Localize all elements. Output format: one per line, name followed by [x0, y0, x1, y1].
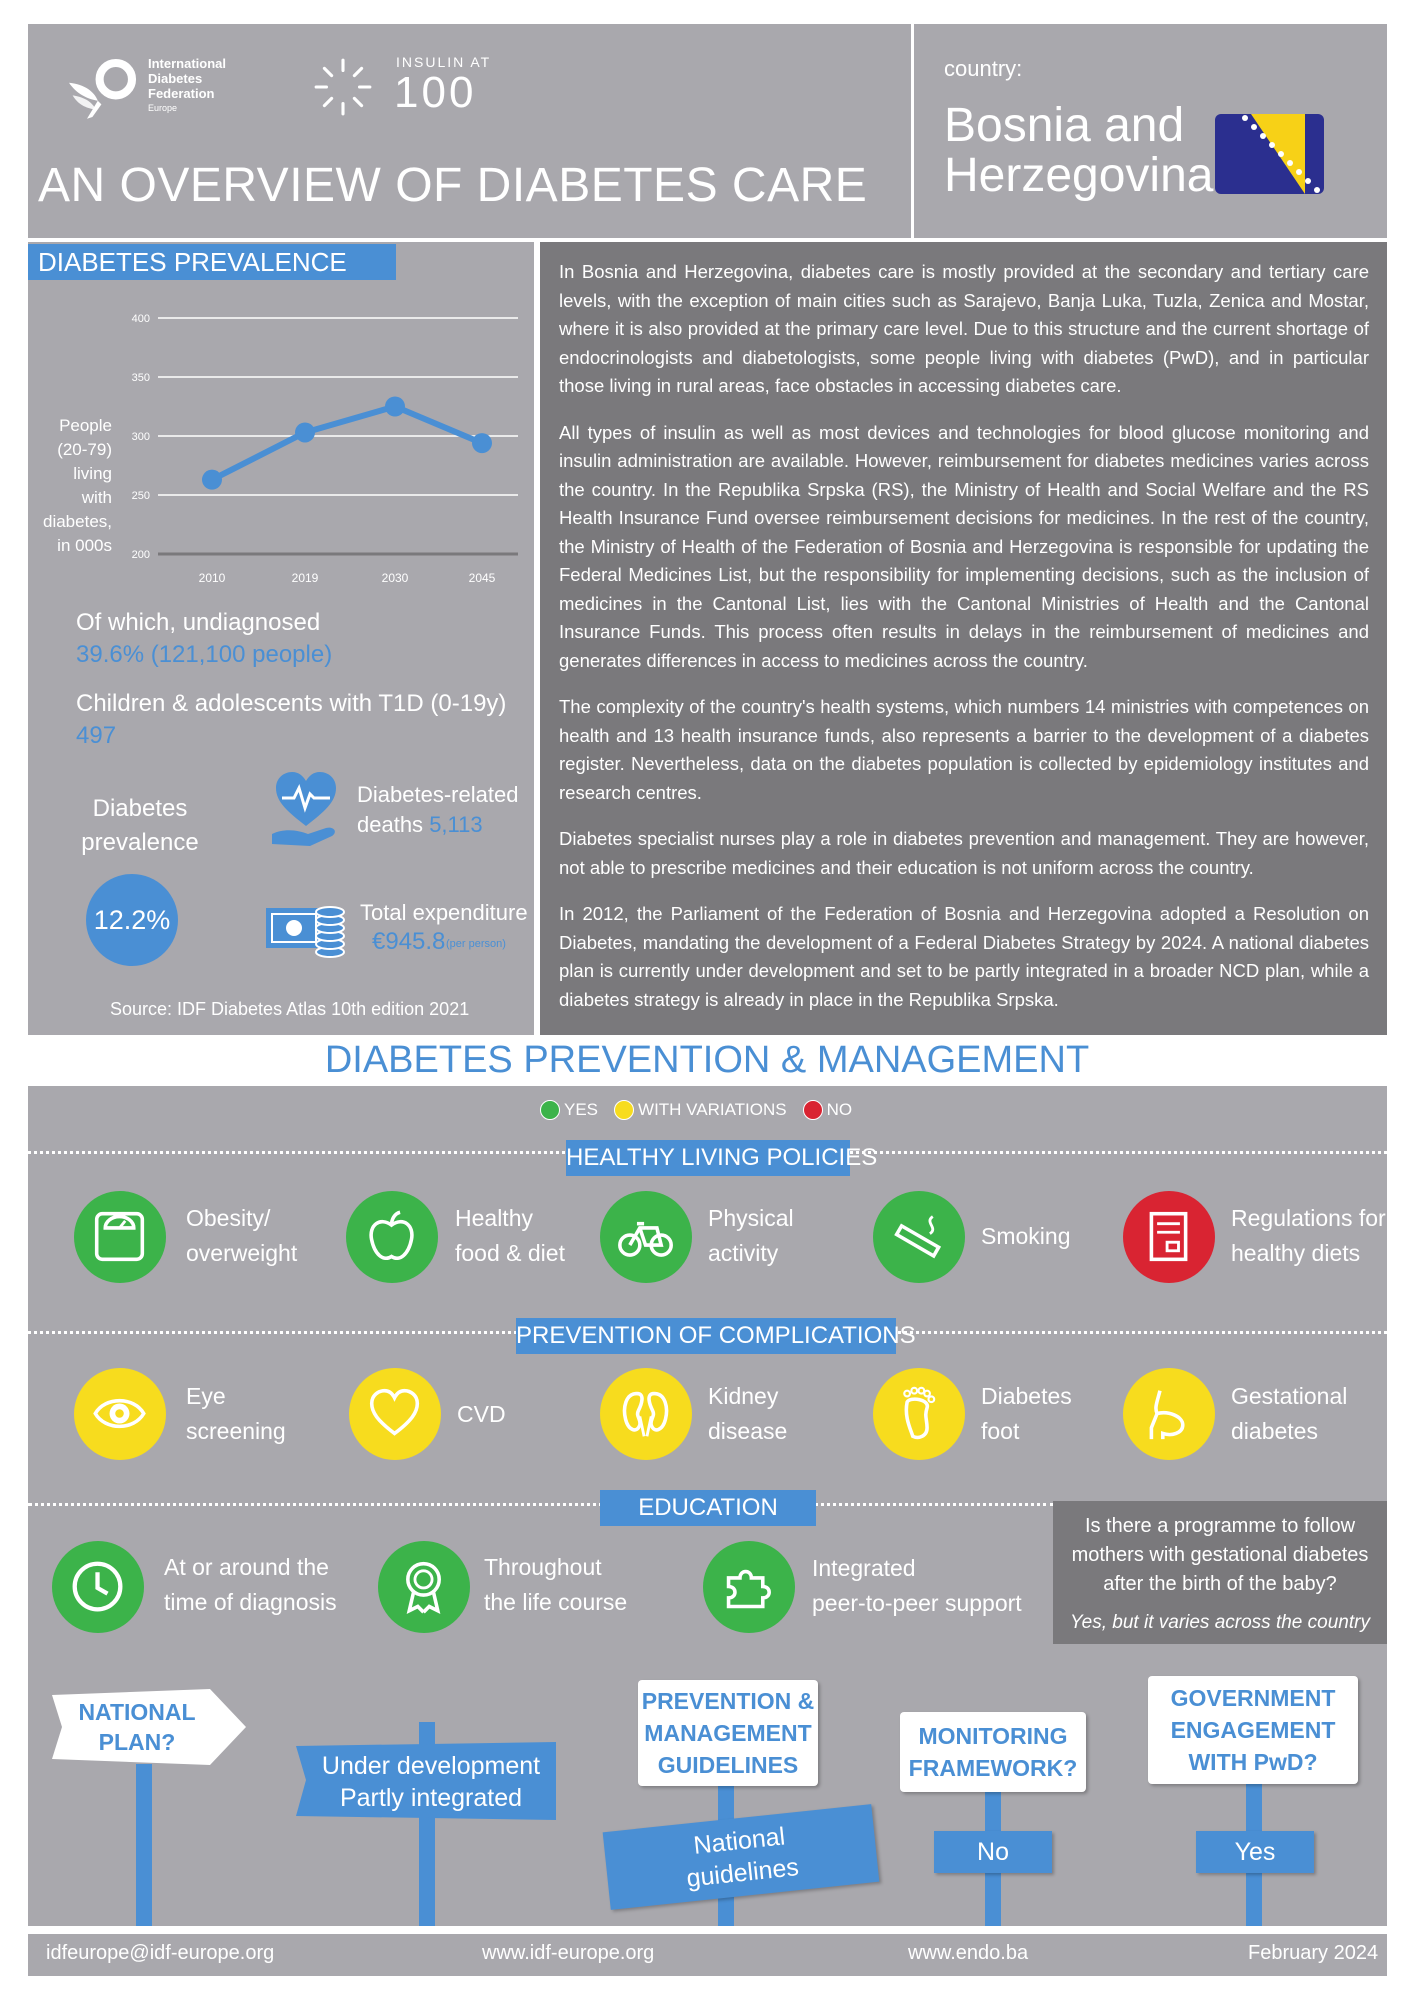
flag-icon [1215, 114, 1324, 194]
paragraph-2: All types of insulin as well as most devices and technologies for blood glucose monitoring and insulin administration are available. However, reimbursement for diabetes medicines varies across the country. In the Republika Srpska (RS), the Ministry of Health and Social Welfare and the RS Health Insurance Fund oversee reimbursement decisions for medicines. In the rest of the country, the Ministry of Health of the Federation of Bosnia and Herzegovina is responsible for updating the Federal Medicines List, but the responsibility for implementing decisions, such as the inclusion of medicines in the Cantonal List, lies with the Cantonal Ministries of Health and the Cantonal Insurance Funds. This process often results in delays in the reimbursement of medicines and generates differences in access to medicines across the country. [559, 421, 1369, 671]
lifecourse-l1: Throughout [484, 1554, 602, 1580]
prev-label-l1: Diabetes [92, 795, 188, 822]
mon-q-l2: FRAMEWORK? [908, 1755, 1078, 1781]
regulations-l2: healthy diets [1231, 1240, 1361, 1266]
puzzle-icon [720, 1558, 777, 1615]
peer-label [812, 1551, 1022, 1621]
y-tick-label: 350 [131, 372, 150, 384]
cvd-l1: CVD [457, 1401, 506, 1427]
ribbon-medal-icon [395, 1558, 452, 1615]
expenditure-value: €945.8 [372, 928, 446, 955]
gestational-question [1053, 1512, 1387, 1599]
footer-web-idf[interactable]: www.idf-europe.org [482, 1942, 655, 1964]
plan-a-l1: Under development [321, 1752, 541, 1780]
lifecourse-circle [378, 1541, 470, 1633]
guide-q-l1: PREVENTION & [641, 1688, 815, 1714]
x-tick-label: 2010 [198, 571, 226, 585]
legend-no-dot [803, 1100, 823, 1120]
foot-circle [873, 1368, 965, 1460]
x-tick-label: 2030 [381, 571, 409, 585]
footer-date: February 2024 [1248, 1942, 1379, 1964]
peer-l1: Integrated [812, 1555, 916, 1581]
paragraph-5: In 2012, the Parliament of the Federation of Bosnia and Herzegovina adopted a Resolution on Diabetes, mandating the development of a Federal Diabetes Strategy by 2024. A national diabetes plan is currently under development and set to be partly integrated in a broader NCD plan, while a diabetes strategy is already in place in the Republika Srpska. [559, 903, 1369, 1010]
children-t1d-label: Children & adolescents with T1D (0-19y) [76, 690, 507, 717]
lifecourse-l2: the life course [484, 1589, 628, 1615]
activity-l2: activity [708, 1240, 779, 1266]
gestational-label [1231, 1379, 1347, 1449]
plan-answer-sign [292, 1740, 560, 1822]
prevalence-heading: DIABETES PREVALENCE [38, 247, 347, 277]
obesity-circle [74, 1191, 166, 1283]
deaths-block [357, 780, 518, 840]
gov-q-l2: ENGAGEMENT [1170, 1717, 1336, 1743]
guide-q-l2: MANAGEMENT [644, 1720, 812, 1746]
y-tick-label: 200 [131, 549, 150, 561]
deaths-value: 5,113 [429, 812, 483, 837]
cvd-label [457, 1397, 506, 1432]
undiagnosed-value: 39.6% (121,100 people) [76, 641, 333, 668]
ylabel-line1: People [59, 416, 112, 435]
data-point [202, 470, 222, 490]
country-label: country: [944, 56, 1023, 81]
deaths-label-l1: Diabetes-related [357, 782, 519, 807]
ylabel-line5: diabetes, [43, 512, 112, 531]
kidney-circle [600, 1368, 692, 1460]
foot-label [981, 1379, 1072, 1449]
y-tick-label: 300 [131, 431, 150, 443]
kidney-label [708, 1379, 787, 1449]
regulations-l1: Regulations for [1231, 1205, 1386, 1231]
country-flag [1215, 114, 1324, 194]
country-name-line1: Bosnia and [944, 99, 1185, 152]
peer-circle [703, 1541, 795, 1633]
guide-q-l3: GUIDELINES [657, 1752, 799, 1778]
data-point [295, 422, 315, 442]
regulations-label [1231, 1201, 1386, 1271]
gestational-circle [1123, 1368, 1215, 1460]
insulin-100-text: 100 [394, 68, 477, 117]
data-point [385, 397, 405, 417]
obesity-l1: Obesity/ [186, 1205, 271, 1231]
eye-l2: screening [186, 1418, 286, 1444]
prevalence-value: 12.2% [93, 904, 171, 935]
apple-icon [363, 1208, 420, 1265]
plan-q-l1: NATIONAL [78, 1699, 196, 1725]
legend-yes-dot [540, 1100, 560, 1120]
undiagnosed-label: Of which, undiagnosed [76, 609, 321, 636]
foot-l2: foot [981, 1418, 1020, 1444]
insulin-at-text: INSULIN AT [396, 54, 492, 70]
foot-l1: Diabetes [981, 1383, 1072, 1409]
activity-label [708, 1201, 794, 1271]
legend-var: WITH VARIATIONS [638, 1100, 787, 1119]
prev-label-l2: prevalence [81, 829, 199, 856]
gest-q-l1: Is there a programme to follow [1084, 1515, 1356, 1537]
series-line [212, 407, 482, 480]
guide-a-l1: National [692, 1822, 787, 1860]
mon-sign [900, 1712, 1086, 1792]
y-tick-label: 400 [131, 313, 150, 325]
ylabel-line2: (20-79) [57, 440, 112, 459]
y-tick-label: 250 [131, 490, 150, 502]
food-circle [346, 1191, 438, 1283]
page-title: AN OVERVIEW OF DIABETES CARE [38, 159, 868, 212]
expenditure-unit: (per person) [446, 938, 506, 950]
diagnosis-label [164, 1550, 337, 1620]
legend-yes: YES [564, 1100, 599, 1119]
gov-sign [1148, 1676, 1358, 1784]
smoking-l1: Smoking [981, 1223, 1071, 1249]
eye-label [186, 1379, 286, 1449]
x-tick-label: 2045 [468, 571, 496, 585]
ylabel-line6: in 000s [57, 536, 112, 555]
gov-q-l1: GOVERNMENT [1170, 1685, 1336, 1711]
diagnosis-l2: time of diagnosis [164, 1589, 337, 1615]
pm-heading: DIABETES PREVENTION & MANAGEMENT [324, 1039, 1090, 1081]
data-point [472, 433, 492, 453]
scale-icon [91, 1208, 148, 1265]
idf-logo-line1: International [148, 56, 227, 71]
food-l2: food & diet [455, 1240, 565, 1266]
lifecourse-label [484, 1550, 627, 1620]
clock-icon [69, 1558, 126, 1615]
guide-a-l2: guidelines [685, 1853, 801, 1893]
kidney-icon [617, 1385, 674, 1442]
gov-answer-sign [1196, 1831, 1314, 1873]
legend-var-dot [614, 1100, 634, 1120]
paragraph-1: In Bosnia and Herzegovina, diabetes care is mostly provided at the secondary and tertiary care levels, with the exception of main cities such as Sarajevo, Banja Luka, Tuzla, Zenica and Mostar, where it is also provided at the primary care level. Due to this structure and the current shortage of endocrinologists and diabetologists, some people living with diabetes (PwD), and in particular those living in rural areas, face obstacles in accessing diabetes care. [559, 261, 1369, 396]
kidney-l2: disease [708, 1418, 788, 1444]
obesity-l2: overweight [186, 1240, 298, 1266]
activity-l1: Physical [708, 1205, 794, 1231]
x-tick-label: 2019 [291, 571, 319, 585]
children-t1d-value: 497 [76, 722, 117, 749]
regulations-circle [1123, 1191, 1215, 1283]
plan-post-left [136, 1764, 152, 1926]
gestational-answer: Yes, but it varies across the country [1070, 1612, 1370, 1633]
eye-circle [74, 1368, 166, 1460]
prevalence-chart [110, 300, 530, 590]
plan-sign [48, 1687, 248, 1767]
legend [540, 1098, 852, 1122]
prevalence-circle [86, 874, 178, 966]
diabetes-prevalence-label [76, 792, 204, 860]
document-icon [1140, 1208, 1197, 1265]
idf-logo-region: Europe [148, 103, 178, 113]
cigarette-icon [890, 1208, 947, 1265]
cvd-circle [349, 1368, 441, 1460]
guide-sign [638, 1680, 818, 1786]
foot-icon [890, 1385, 947, 1442]
edu-heading: EDUCATION [638, 1494, 778, 1521]
sunburst-icon [312, 56, 374, 118]
diagnosis-l1: At or around the [164, 1554, 329, 1580]
gov-q-l3: WITH PwD? [1188, 1749, 1318, 1775]
footer-email[interactable]: idfeurope@idf-europe.org [46, 1942, 275, 1964]
idf-logo-line2: Diabetes [148, 71, 203, 86]
gestational-l2: diabetes [1231, 1418, 1318, 1444]
plan-a-l2: Partly integrated [339, 1784, 523, 1812]
obesity-label [186, 1201, 297, 1271]
country-name-line2: Herzegovina [944, 149, 1214, 202]
ylabel-line3: living [73, 464, 112, 483]
money-icon [264, 900, 348, 960]
deaths-label-l2: deaths [357, 812, 424, 837]
paragraph-3: The complexity of the country's health systems, which numbers 14 ministries with competences on health and 13 health insurance funds, also represents a barrier to the development of a diabetes register. Nevertheless, data on the diabetes population is collected by epidemiology institutes and research centres. [559, 696, 1369, 803]
hummingbird-logo-icon [60, 50, 150, 130]
diagnosis-circle [52, 1541, 144, 1633]
heart-hand-icon [268, 768, 344, 850]
eye-l1: Eye [186, 1383, 226, 1409]
idf-logo-line3: Federation [148, 86, 215, 101]
expenditure-label: Total expenditure [360, 900, 528, 925]
eye-icon [91, 1385, 148, 1442]
paragraph-4: Diabetes specialist nurses play a role in diabetes prevention and management. They are however, not able to prescribe medicines and their education is not uniform across the country. [559, 828, 1369, 878]
mon-q-l1: MONITORING [918, 1723, 1068, 1749]
bicycle-icon [617, 1208, 674, 1265]
gestational-l1: Gestational [1231, 1383, 1348, 1409]
mon-answer-sign [934, 1831, 1052, 1873]
smoking-circle [873, 1191, 965, 1283]
activity-circle [600, 1191, 692, 1283]
plan-q-l2: PLAN? [98, 1729, 176, 1755]
food-label [455, 1201, 565, 1271]
gest-q-l2: mothers with gestational diabetes [1071, 1544, 1369, 1566]
legend-no: NO [826, 1100, 853, 1119]
smoking-label [981, 1219, 1070, 1254]
source-note: Source: IDF Diabetes Atlas 10th edition 2021 [110, 999, 470, 1019]
hlp-heading: HEALTHY LIVING POLICIES [566, 1144, 878, 1171]
text-body [559, 258, 1369, 1032]
food-l1: Healthy [455, 1205, 533, 1231]
pregnancy-icon [1140, 1385, 1197, 1442]
poc-heading: PREVENTION OF COMPLICATIONS [516, 1322, 916, 1349]
peer-l2: peer-to-peer support [812, 1590, 1022, 1616]
gest-q-l3: after the birth of the baby? [1103, 1573, 1337, 1595]
edu-divider [28, 1503, 1054, 1506]
idf-logo [60, 50, 270, 130]
gov-answer: Yes [1234, 1838, 1276, 1866]
heart-icon [366, 1385, 423, 1442]
footer-web-endo[interactable]: www.endo.ba [908, 1942, 1029, 1964]
insulin-100-logo [312, 54, 502, 124]
prevalence-ylabel [40, 414, 112, 558]
kidney-l1: Kidney [708, 1383, 779, 1409]
mon-answer: No [977, 1838, 1009, 1866]
ylabel-line4: with [81, 488, 112, 507]
